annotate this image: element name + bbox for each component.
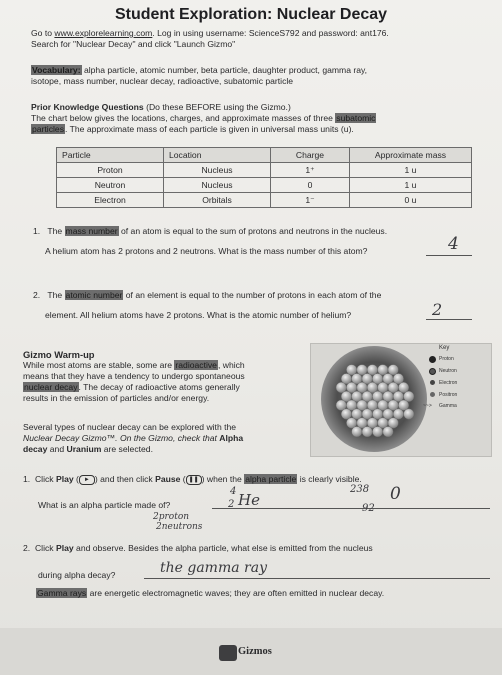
nucleon-ball (388, 382, 398, 392)
answer-line (426, 255, 472, 256)
nucleon-ball (346, 382, 356, 392)
q2-handwritten-answer[interactable]: 2 (432, 300, 443, 319)
pause-label: Pause (155, 474, 181, 484)
warmup-p2-line-3 (23, 444, 153, 455)
nucleon-ball (362, 409, 372, 419)
warmup-p2-l2-text: Nuclear Decay Gizmo™. On the Gizmo, check that (23, 433, 220, 443)
handwritten-atomic-subscript: 2 (228, 499, 235, 510)
prior-knowledge-heading (31, 102, 291, 113)
q2-pre: The (47, 290, 65, 300)
nucleon-ball (341, 409, 351, 419)
table-cell: Nucleus (164, 178, 271, 193)
warmup-l1-post: , which (217, 360, 245, 370)
handwritten-mass-superscript: 4 (230, 486, 237, 497)
table-header: Particle (57, 148, 164, 163)
decay-bold: decay (23, 444, 48, 454)
play-label: Play (55, 474, 74, 484)
answer-line (144, 578, 490, 579)
nucleon-ball (352, 409, 362, 419)
particles-highlight: particles (32, 124, 64, 134)
warmup-question-1 (23, 474, 362, 485)
q2-post: of an element is equal to the number of protons in each atom of the (123, 290, 382, 300)
question-number: 1. (23, 474, 31, 484)
nucleon-ball (362, 427, 372, 437)
particle-table (56, 147, 472, 208)
nucleon-ball (346, 365, 356, 375)
handwritten-margin-238: 238 (350, 484, 370, 495)
login-instructions (31, 28, 389, 39)
nucleon-ball (393, 409, 403, 419)
pause-icon[interactable]: ❚❚ (186, 475, 202, 485)
question-number: 1. (33, 226, 41, 236)
nucleon-ball (367, 382, 377, 392)
wq1-pre: Click (34, 474, 56, 484)
prior-heading-text: Prior Knowledge Questions (31, 102, 144, 112)
nucleon-ball (357, 382, 367, 392)
prior-line-2 (31, 124, 354, 135)
handwritten-margin-0: 0 (390, 484, 401, 504)
warmup-line-3 (23, 382, 240, 393)
table-row (57, 163, 472, 178)
table-header: Charge (271, 148, 350, 163)
table-cell: Proton (57, 163, 164, 178)
nucleon-ball (378, 382, 388, 392)
table-cell: 0 u (350, 193, 472, 208)
wq2-post: and observe. Besides the alpha particle, what else is emitted from the nucleus (73, 543, 373, 553)
table-row (57, 193, 472, 208)
gamma-rays-note-text: are energetic electromagnetic waves; they are often emitted in nuclear decay. (87, 588, 385, 598)
nucleon-ball (383, 427, 393, 437)
table-cell: 1⁻ (271, 193, 350, 208)
nucleon-ball (398, 382, 408, 392)
warmup-l1-pre: While most atoms are stable, some are (23, 360, 175, 370)
play-label: Play (55, 543, 74, 553)
warmup-l3-post: . The decay of radioactive atoms generally (78, 382, 240, 392)
nucleon-ball (367, 365, 377, 375)
atomic-number-highlight: atomic number (65, 290, 123, 300)
alpha-particle-highlight: alpha particle (245, 474, 297, 484)
wq2-pre: Click (34, 543, 56, 553)
and-text: and (47, 444, 67, 454)
page-title: Student Exploration: Nuclear Decay (114, 6, 388, 23)
nucleon-ball (372, 409, 382, 419)
vocabulary-line-2: isotope, mass number, nuclear decay, radioactive, subatomic particle (31, 76, 294, 86)
prior-line-1-text: The chart below gives the locations, charges, and approximate masses of three (31, 113, 336, 123)
explorelearning-link[interactable]: www.explorelearning.com (54, 28, 153, 38)
question-number: 2. (23, 543, 31, 553)
table-cell: 0 (271, 178, 350, 193)
table-cell: Electron (57, 193, 164, 208)
nucleon-ball (378, 365, 388, 375)
nucleon-ball (388, 365, 398, 375)
positron-dot-icon (430, 392, 435, 397)
warmup-heading: Gizmo Warm-up (23, 349, 95, 360)
warmup-question-1-line-2: What is an alpha particle made of? (38, 500, 171, 510)
gamma-rays-note (36, 588, 384, 599)
answer-line (426, 319, 472, 320)
nucleon-ball (404, 409, 414, 419)
alpha-bold: Alpha (219, 433, 244, 443)
warmup-line-1 (23, 360, 245, 371)
proton-dot-icon (429, 356, 436, 363)
wq1-paren-2: ( (180, 474, 186, 484)
key-item: Positron (439, 392, 458, 398)
subatomic-highlight: subatomic (336, 113, 376, 123)
wq1-paren: ( (73, 474, 79, 484)
electron-dot-icon (430, 380, 435, 385)
prior-heading-note: (Do these BEFORE using the Gizmo.) (143, 102, 291, 112)
play-icon[interactable]: ► (79, 475, 95, 485)
q1-handwritten-answer[interactable]: 4 (448, 234, 459, 254)
table-cell: 1 u (350, 163, 472, 178)
gizmo-image-panel (310, 343, 492, 457)
radioactive-highlight: radioactive (175, 360, 217, 370)
search-instructions: Search for "Nuclear Decay" and click "Launch Gizmo" (31, 39, 236, 49)
table-row (57, 178, 472, 193)
question-1 (33, 226, 387, 237)
nucleon-ball (372, 427, 382, 437)
table-cell: Neutron (57, 178, 164, 193)
question-2 (33, 290, 381, 301)
nucleon-ball (357, 365, 367, 375)
table-header: Location (164, 148, 271, 163)
table-header: Approximate mass (350, 148, 472, 163)
warmup-question-2-line-2: during alpha decay? (38, 570, 116, 580)
wq2-handwritten-answer[interactable]: the gamma ray (160, 560, 267, 576)
warmup-p2-line-1: Several types of nuclear decay can be explored with the (23, 422, 237, 432)
key-item: Electron (439, 380, 458, 386)
neutron-dot-icon (429, 368, 436, 375)
gizmos-logo-text: Gizmos (238, 646, 272, 657)
q1-pre: The (47, 226, 65, 236)
handwritten-note-neutrons: 2neutrons (156, 522, 203, 532)
q1-post: of an atom is equal to the sum of protons and neutrons in the nucleus. (118, 226, 388, 236)
vocabulary-line-1 (31, 65, 367, 76)
key-title: Key (439, 345, 450, 351)
vocabulary-label: Vocabulary: (32, 65, 81, 75)
login-suffix: . Log in using username: ScienceS792 and password: ant176. (152, 28, 389, 38)
nucleon-ball (352, 427, 362, 437)
question-2-line-2: element. All helium atoms have 2 protons. What is the atomic number of helium? (45, 310, 352, 320)
gamma-wave-icon: ~~> (423, 403, 432, 409)
wq1-handwritten-answer[interactable]: He (238, 491, 260, 509)
table-cell: Orbitals (164, 193, 271, 208)
warmup-p2-line-2 (23, 433, 243, 444)
question-1-line-2: A helium atom has 2 protons and 2 neutrons. What is the mass number of this atom? (45, 246, 368, 256)
prior-line-2-text: . The approximate mass of each particle is given in universal mass units (u). (65, 124, 354, 134)
table-cell: 1 u (350, 178, 472, 193)
key-item: Neutron (439, 368, 457, 374)
nucleus-image (319, 344, 429, 454)
handwritten-note-protons: 2proton (153, 512, 190, 522)
prior-line-1 (31, 113, 376, 124)
key-item: Proton (439, 356, 454, 362)
nucleon-ball (336, 382, 346, 392)
table-cell: 1⁺ (271, 163, 350, 178)
vocabulary-terms-1: alpha particle, atomic number, beta particle, daughter product, gamma ray, (81, 65, 368, 75)
table-header-row (57, 148, 472, 163)
wq1-end: is clearly visible. (297, 474, 362, 484)
login-prefix: Go to (31, 28, 55, 38)
warmup-line-4: results in the emission of particles and/or energy. (23, 393, 210, 403)
mass-number-highlight: mass number (65, 226, 118, 236)
table-cell: Nucleus (164, 163, 271, 178)
gamma-rays-highlight: Gamma rays (37, 588, 87, 598)
warmup-question-2 (23, 543, 373, 554)
warmup-line-2: means that they have a tendency to undergo spontaneous (23, 371, 245, 381)
handwritten-margin-92: 92 (362, 503, 375, 514)
nuclear-decay-highlight: nuclear decay (24, 382, 78, 392)
key-item: Gamma (439, 403, 457, 409)
uranium-bold: Uranium (66, 444, 102, 454)
wq1-mid: ) and then click (94, 474, 156, 484)
gizmos-logo-icon (219, 645, 237, 661)
warmup-p2-l3-post: are selected. (101, 444, 153, 454)
nucleon-ball (383, 409, 393, 419)
wq1-post: ) when the (201, 474, 245, 484)
question-number: 2. (33, 290, 41, 300)
